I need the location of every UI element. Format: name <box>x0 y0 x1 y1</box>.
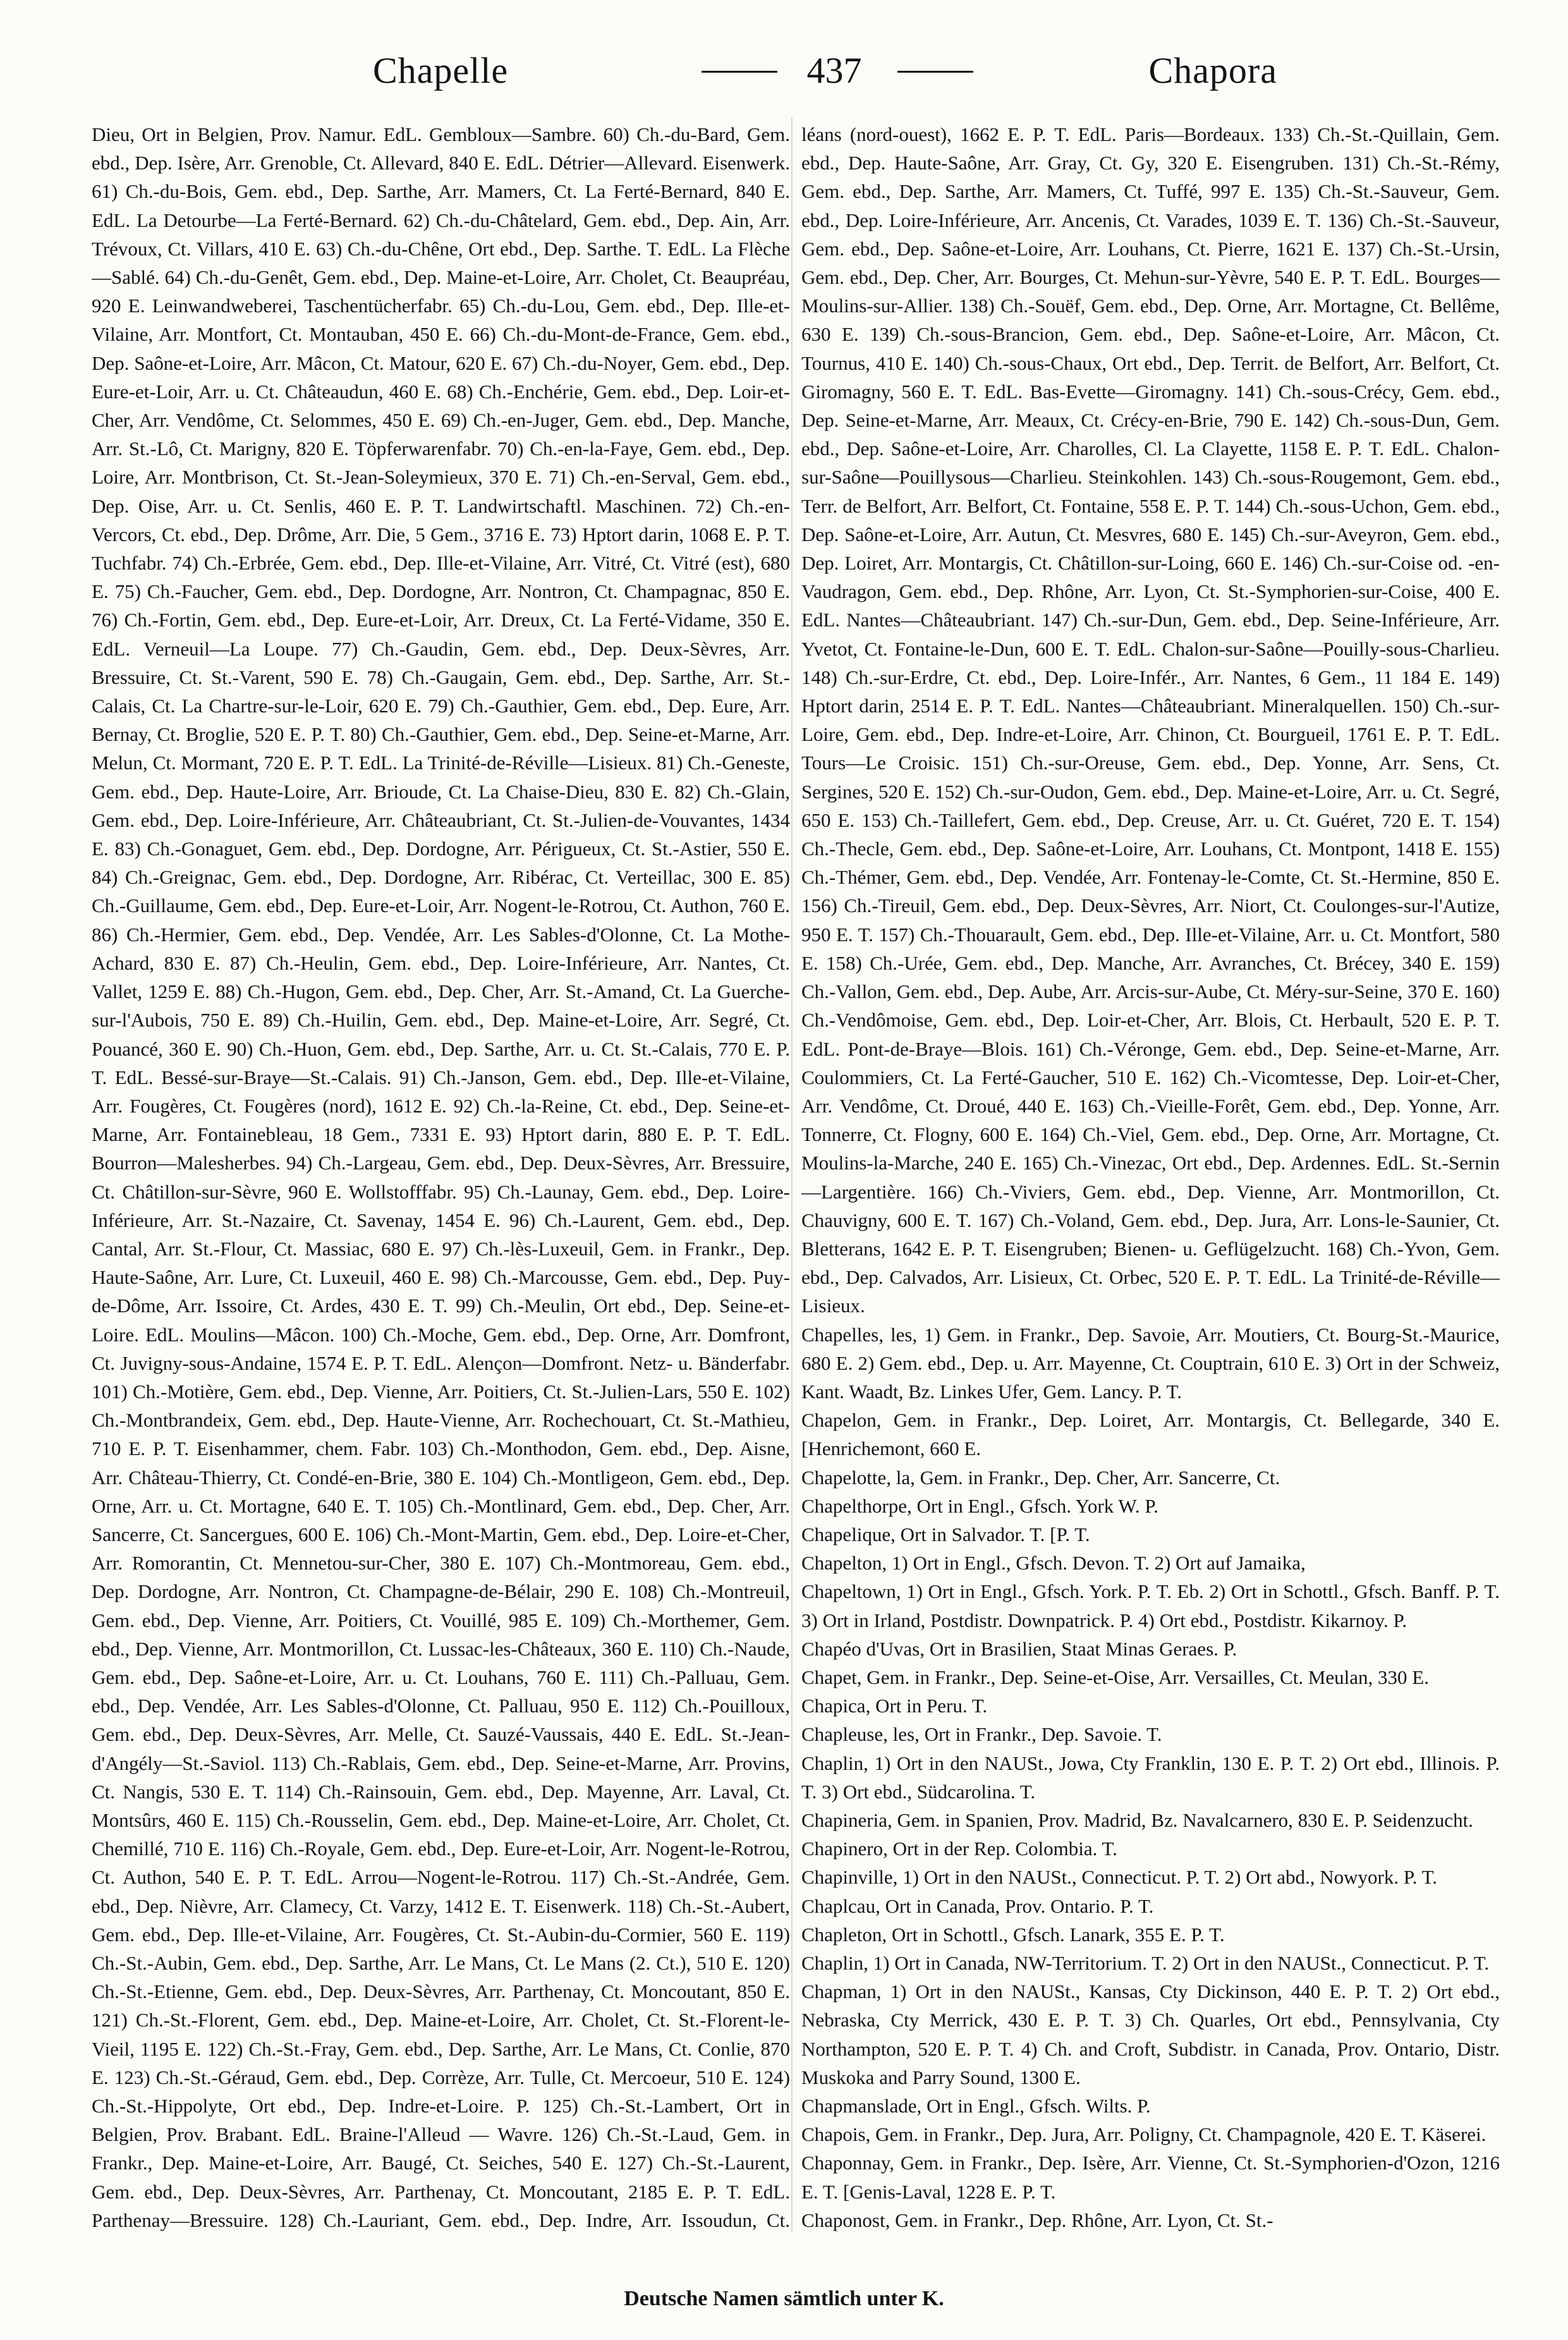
right-column <box>801 120 1500 2231</box>
entry-paragraph: léans (nord-ouest), 1662 E. P. T. EdL. Paris—Bordeaux. 133) Ch.-St.-Quillain, Gem. ebd., Dep. Haute-Saône, Arr. Gray, Ct. Gy, 320 E. Eisengruben. 131) Ch.-St.-Rémy, Gem. ebd., Dep. Sarthe, Arr. Mamers, Ct. Tuffé, 997 E. 135) Ch.-St.-Sauveur, Gem. ebd., Dep. Loire-Inférieure, Arr. Ancenis, Ct. Varades, 1039 E. T. 136) Ch.-St.-Sauveur, Gem. ebd., Dep. Saône-et-Loire, Arr. Louhans, Ct. Pierre, 1621 E. 137) Ch.-St.-Ursin, Gem. ebd., Dep. Cher, Arr. Bourges, Ct. Mehun-sur-Yèvre, 540 E. P. T. EdL. Bourges—Moulins-sur-Allier. 138) Ch.-Souëf, Gem. ebd., Dep. Orne, Arr. Mortagne, Ct. Bellême, 630 E. 139) Ch.-sous-Brancion, Gem. ebd., Dep. Saône-et-Loire, Arr. Mâcon, Ct. Tournus, 410 E. 140) Ch.-sous-Chaux, Ort ebd., Dep. Territ. de Belfort, Arr. Belfort, Ct. Giromagny, 560 E. T. EdL. Bas-Evette—Giromagny. 141) Ch.-sous-Crécy, Gem. ebd., Dep. Seine-et-Marne, Arr. Meaux, Ct. Crécy-en-Brie, 790 E. 142) Ch.-sous-Dun, Gem. ebd., Dep. Saône-et-Loire, Arr. Charolles, Cl. La Clayette, 1158 E. P. T. EdL. Chalon-sur-Saône—Pouillysous—Charlieu. Steinkohlen. 143) Ch.-sous-Rougemont, Gem. ebd., Terr. de Belfort, Arr. Belfort, Ct. Fontaine, 558 E. P. T. 144) Ch.-sous-Uchon, Gem. ebd., Dep. Saône-et-Loire, Arr. Autun, Ct. Mesvres, 680 E. 145) Ch.-sur-Aveyron, Gem. ebd., Dep. Loiret, Arr. Montargis, Ct. Châtillon-sur-Loing, 660 E. 146) Ch.-sur-Coise od. -en-Vaudragon, Gem. ebd., Dep. Rhône, Arr. Lyon, Ct. St.-Symphorien-sur-Coise, 400 E. EdL. Nantes—Châteaubriant. 147) Ch.-sur-Dun, Gem. ebd., Dep. Seine-Inférieure, Arr. Yvetot, Ct. Fontaine-le-Dun, 600 E. T. EdL. Chalon-sur-Saône—Pouilly-sous-Charlieu. 148) Ch.-sur-Erdre, Ct. ebd., Dep. Loire-Infér., Arr. Nantes, 6 Gem., 11 184 E. 149) Hptort darin, 2514 E. P. T. EdL. Nantes—Châteaubriant. Mineralquellen. 150) Ch.-sur-Loire, Gem. ebd., Dep. Indre-et-Loire, Arr. Chinon, Ct. Bourgueil, 1761 E. P. T. EdL. Tours—Le Croisic. 151) Ch.-sur-Oreuse, Gem. ebd., Dep. Yonne, Arr. Sens, Ct. Sergines, 520 E. 152) Ch.-sur-Oudon, Gem. ebd., Dep. Maine-et-Loire, Arr. u. Ct. Segré, 650 E. 153) Ch.-Taillefert, Gem. ebd., Dep. Creuse, Arr. u. Ct. Guéret, 720 E. T. 154) Ch.-Thecle, Gem. ebd., Dep. Saône-et-Loire, Arr. Louhans, Ct. Montpont, 1418 E. 155) Ch.-Thémer, Gem. ebd., Dep. Vendée, Arr. Fontenay-le-Comte, Ct. St.-Hermine, 850 E. 156) Ch.-Tireuil, Gem. ebd., Dep. Deux-Sèvres, Arr. Niort, Ct. Coulonges-sur-l'Autize, 950 E. T. 157) Ch.-Thouarault, Gem. ebd., Dep. Ille-et-Vilaine, Arr. u. Ct. Montfort, 580 E. 158) Ch.-Urée, Gem. ebd., Dep. Manche, Arr. Avranches, Ct. Brécey, 340 E. 159) Ch.-Vallon, Gem. ebd., Dep. Aube, Arr. Arcis-sur-Aube, Ct. Méry-sur-Seine, 370 E. 160) Ch.-Vendômoise, Gem. ebd., Dep. Loir-et-Cher, Arr. Blois, Ct. Herbault, 520 E. P. T. EdL. Pont-de-Braye—Blois. 161) Ch.-Véronge, Gem. ebd., Dep. Seine-et-Marne, Arr. Coulommiers, Ct. La Ferté-Gaucher, 510 E. 162) Ch.-Vicomtesse, Dep. Loir-et-Cher, Arr. Vendôme, Ct. Droué, 440 E. 163) Ch.-Vieille-Forêt, Gem. ebd., Dep. Yonne, Arr. Tonnerre, Ct. Flogny, 600 E. 164) Ch.-Viel, Gem. ebd., Dep. Orne, Arr. Mortagne, Ct. Moulins-la-Marche, 240 E. 165) Ch.-Vinezac, Ort ebd., Dep. Ardennes. EdL. St.-Sernin—Largentière. 166) Ch.-Viviers, Gem. ebd., Dep. Vienne, Arr. Montmorillon, Ct. Chauvigny, 600 E. T. 167) Ch.-Voland, Gem. ebd., Dep. Jura, Arr. Lons-le-Saunier, Ct. Bletterans, 1642 E. P. T. Eisengruben; Bienen- u. Geflügelzucht. 168) Ch.-Yvon, Gem. ebd., Dep. Calvados, Arr. Lisieux, Ct. Orbec, 520 E. P. T. EdL. La Trinité-de-Réville—Lisieux. <box>801 123 1500 1317</box>
entry-chapleton: Chapleton, Ort in Schottl., Gfsch. Lanark, 355 E. P. T. <box>801 1923 1225 1946</box>
column-divider <box>791 118 793 2232</box>
entry-chapelthorpe: Chapelthorpe, Ort in Engl., Gfsch. York W. P. <box>801 1494 1158 1517</box>
header-right-keyword: Chapora <box>1148 50 1277 91</box>
left-column <box>92 120 790 2231</box>
entry-chapleuse: Chapleuse, les, Ort in Frankr., Dep. Savoie. T. <box>801 1723 1162 1746</box>
entry-paragraph: Dieu, Ort in Belgien, Prov. Namur. EdL. Gembloux—Sambre. 60) Ch.-du-Bard, Gem. ebd., Dep. Isère, Arr. Grenoble, Ct. Allevard, 840 E. EdL. Détrier—Allevard. Eisenwerk. 61) Ch.-du-Bois, Gem. ebd., Dep. Sarthe, Arr. Mamers, Ct. La Ferté-Bernard, 840 E. EdL. La Detourbe—La Ferté-Bernard. 62) Ch.-du-Châtelard, Gem. ebd., Dep. Ain, Arr. Trévoux, Ct. Villars, 410 E. 63) Ch.-du-Chêne, Ort ebd., Dep. Sarthe. T. EdL. La Flèche—Sablé. 64) Ch.-du-Genêt, Gem. ebd., Dep. Maine-et-Loire, Arr. Cholet, Ct. Beaupréau, 920 E. Leinwandweberei, Taschentücherfabr. 65) Ch.-du-Lou, Gem. ebd., Dep. Ille-et-Vilaine, Arr. Montfort, Ct. Montauban, 450 E. 66) Ch.-du-Mont-de-France, Gem. ebd., Dep. Saône-et-Loire, Arr. Mâcon, Ct. Matour, 620 E. 67) Ch.-du-Noyer, Gem. ebd., Dep. Eure-et-Loir, Arr. u. Ct. Châteaudun, 460 E. 68) Ch.-Enchérie, Gem. ebd., Dep. Loir-et-Cher, Arr. Vendôme, Ct. Selommes, 450 E. 69) Ch.-en-Juger, Gem. ebd., Dep. Manche, Arr. St.-Lô, Ct. Marigny, 820 E. Töpferwarenfabr. 70) Ch.-en-la-Faye, Gem. ebd., Dep. Loire, Arr. Montbrison, Ct. St.-Jean-Soleymieux, 370 E. 71) Ch.-en-Serval, Gem. ebd., Dep. Oise, Arr. u. Ct. Senlis, 460 E. P. T. Landwirtschaftl. Maschinen. 72) Ch.-en-Vercors, Ct. ebd., Dep. Drôme, Arr. Die, 5 Gem., 3716 E. 73) Hptort darin, 1068 E. P. T. Tuchfabr. 74) Ch.-Erbrée, Gem. ebd., Dep. Ille-et-Vilaine, Arr. Vitré, Ct. Vitré (est), 680 E. 75) Ch.-Faucher, Gem. ebd., Dep. Dordogne, Arr. Nontron, Ct. Champagnac, 850 E. 76) Ch.-Fortin, Gem. ebd., Dep. Eure-et-Loir, Arr. Dreux, Ct. La Ferté-Vidame, 350 E. EdL. Verneuil—La Loupe. 77) Ch.-Gaudin, Gem. ebd., Dep. Deux-Sèvres, Arr. Bressuire, Ct. St.-Varent, 590 E. 78) Ch.-Gaugain, Gem. ebd., Dep. Sarthe, Arr. St.-Calais, Ct. La Chartre-sur-le-Loir, 620 E. 79) Ch.-Gauthier, Gem. ebd., Dep. Eure, Arr. Bernay, Ct. Broglie, 520 E. P. T. 80) Ch.-Gauthier, Gem. ebd., Dep. Seine-et-Marne, Arr. Melun, Ct. Mormant, 720 E. P. T. EdL. La Trinité-de-Réville—Lisieux. 81) Ch.-Geneste, Gem. ebd., Dep. Haute-Loire, Arr. Brioude, Ct. La Chaise-Dieu, 830 E. 82) Ch.-Glain, Gem. ebd., Dep. Loire-Inférieure, Arr. Châteaubriant, Ct. St.-Julien-de-Vouvantes, 1434 E. 83) Ch.-Gonaguet, Gem. ebd., Dep. Dordogne, Arr. Périgueux, Ct. St.-Astier, 550 E. 84) Ch.-Greignac, Gem. ebd., Dep. Dordogne, Arr. Ribérac, Ct. Verteillac, 300 E. 85) Ch.-Guillaume, Gem. ebd., Dep. Eure-et-Loir, Arr. Nogent-le-Rotrou, Ct. Authon, 760 E. 86) Ch.-Hermier, Gem. ebd., Dep. Vendée, Arr. Les Sables-d'Olonne, Ct. La Mothe-Achard, 830 E. 87) Ch.-Heulin, Gem. ebd., Dep. Loire-Inférieure, Arr. Nantes, Ct. Vallet, 1259 E. 88) Ch.-Hugon, Gem. ebd., Dep. Cher, Arr. St.-Amand, Ct. La Guerche-sur-l'Aubois, 750 E. 89) Ch.-Huilin, Gem. ebd., Dep. Maine-et-Loire, Arr. Segré, Ct. Pouancé, 360 E. 90) Ch.-Huon, Gem. ebd., Dep. Sarthe, Arr. u. Ct. St.-Calais, 770 E. P. T. EdL. Bessé-sur-Braye—St.-Calais. 91) Ch.-Janson, Gem. ebd., Dep. Ille-et-Vilaine, Arr. Fougères, Ct. Fougères (nord), 1612 E. 92) Ch.-la-Reine, Ct. ebd., Dep. Seine-et-Marne, Arr. Fontainebleau, 18 Gem., 7331 E. 93) Hptort darin, 880 E. P. T. EdL. Bourron—Malesherbes. 94) Ch.-Largeau, Gem. ebd., Dep. Deux-Sèvres, Arr. Bressuire, Ct. Châtillon-sur-Sèvre, 960 E. Wollstofffabr. 95) Ch.-Launay, Gem. ebd., Dep. Loire-Inférieure, Arr. St.-Nazaire, Ct. Savenay, 1454 E. 96) Ch.-Laurent, Gem. ebd., Dep. Cantal, Arr. St.-Flour, Ct. Massiac, 680 E. 97) Ch.-lès-Luxeuil, Gem. in Frankr., Dep. Haute-Saône, Arr. Lure, Ct. Luxeuil, 460 E. 98) Ch.-Marcousse, Gem. ebd., Dep. Puy-de-Dôme, Arr. Issoire, Ct. Ardes, 430 E. T. 99) Ch.-Meulin, Ort ebd., Dep. Seine-et-Loire. EdL. Moulins—Mâcon. 100) Ch.-Moche, Gem. ebd., Dep. Orne, Arr. Domfront, Ct. Juvigny-sous-Andaine, 1574 E. P. T. EdL. Alençon—Domfront. Netz- u. Bänderfabr. 101) Ch.-Motière, Gem. ebd., Dep. Vienne, Arr. Poitiers, Ct. St.-Julien-Lars, 550 E. 102) Ch.-Montbrandeix, Gem. ebd., Dep. Haute-Vienne, Arr. Rochechouart, Ct. St.-Mathieu, 710 E. P. T. Eisenhammer, chem. Fabr. 103) Ch.-Monthodon, Gem. ebd., Dep. Aisne, Arr. Château-Thierry, Ct. Condé-en-Brie, 380 E. 104) Ch.-Montligeon, Gem. ebd., Dep. Orne, Arr. u. Ct. Mortagne, 640 E. T. 105) Ch.-Montlinard, Gem. ebd., Dep. Cher, Arr. Sancerre, Ct. Sancergues, 600 E. 106) Ch.-Mont-Martin, Gem. ebd., Dep. Loire-et-Cher, Arr. Romorantin, Ct. Mennetou-sur-Cher, 380 E. 107) Ch.-Montmoreau, Gem. ebd., Dep. Dordogne, Arr. Nontron, Ct. Champagne-de-Bélair, 290 E. 108) Ch.-Montreuil, Gem. ebd., Dep. Vienne, Arr. Poitiers, Ct. Vouillé, 985 E. 109) Ch.-Morthemer, Gem. ebd., Dep. Vienne, Arr. Montmorillon, Ct. Lussac-les-Châteaux, 360 E. 110) Ch.-Naude, Gem. ebd., Dep. Saône-et-Loire, Arr. u. Ct. Louhans, 760 E. 111) Ch.-Palluau, Gem. ebd., Dep. Vendée, Arr. Les Sables-d'Olonne, Ct. Palluau, 950 E. 112) Ch.-Pouilloux, Gem. ebd., Dep. Deux-Sèvres, Arr. Melle, Ct. Sauzé-Vaussais, 440 E. EdL. St.-Jean-d'Angély—St.-Saviol. 113) Ch.-Rablais, Gem. ebd., Dep. Seine-et-Marne, Arr. Provins, Ct. Nangis, 530 E. T. 114) Ch.-Rainsouin, Gem. ebd., Dep. Mayenne, Arr. Laval, Ct. Montsûrs, 460 E. 115) Ch.-Rousselin, Gem. ebd., Dep. Maine-et-Loire, Arr. Cholet, Ct. Chemillé, 710 E. 116) Ch.-Royale, Gem. ebd., Dep. Eure-et-Loir, Arr. Nogent-le-Rotrou, Ct. Authon, 540 E. P. T. EdL. Arrou—Nogent-le-Rotrou. 117) Ch.-St.-Andrée, Gem. ebd., Dep. Nièvre, Arr. Clamecy, Ct. Varzy, 1412 E. T. Eisenwerk. 118) Ch.-St.-Aubert, Gem. ebd., Dep. Ille-et-Vilaine, Arr. Fougères, Ct. St.-Aubin-du-Cormier, 560 E. 119) Ch.-St.-Aubin, Gem. ebd., Dep. Sarthe, Arr. Le Mans, Ct. Le Mans (2. Ct.), 510 E. 120) Ch.-St.-Etienne, Gem. ebd., Dep. Deux-Sèvres, Arr. Parthenay, Ct. Moncoutant, 850 E. 121) Ch.-St.-Florent, Gem. ebd., Dep. Maine-et-Loire, Arr. Cholet, Ct. St.-Florent-le-Vieil, 1195 E. 122) Ch.-St.-Fray, Gem. ebd., Dep. Sarthe, Arr. Le Mans, Ct. Conlie, 870 E. 123) Ch.-St.-Géraud, Gem. ebd., Dep. Corrèze, Arr. Tulle, Ct. Mercoeur, 510 E. 124) Ch.-St.-Hippolyte, Ort ebd., Dep. Indre-et-Loire. P. 125) Ch.-St.-Lambert, Ort in Belgien, Prov. Brabant. EdL. Braine-l'Alleud — Wavre. 126) Ch.-St.-Laud, Gem. in Frankr., Dep. Maine-et-Loire, Arr. Baugé, Ct. Seiches, 540 E. 127) Ch.-St.-Laurent, Gem. ebd., Dep. Deux-Sèvres, Arr. Parthenay, Ct. Moncoutant, 2185 E. P. T. EdL. Parthenay—Bressuire. 128) Ch.-Lauriant, Gem. ebd., Dep. Indre, Arr. Issoudun, Ct. <box>92 123 790 2231</box>
entry-chapelon: Chapelon, Gem. in Frankr., Dep. Loiret, Arr. Montargis, Ct. Bellegarde, 340 E. [Henrichemont, 660 E. <box>801 1409 1500 1460</box>
entry-chapica: Chapica, Ort in Peru. T. <box>801 1695 988 1717</box>
entry-chapinero: Chapinero, Ort in der Rep. Colombia. T. <box>801 1837 1117 1860</box>
entry-chapeltown: Chapeltown, 1) Ort in Engl., Gfsch. York. P. T. Eb. 2) Ort in Schottl., Gfsch. Banff. P. T. 3) Ort in Irland, Postdistr. Downpatrick. P. 4) Ort ebd., Postdistr. Kikarnoy. P. <box>801 1580 1500 1631</box>
entry-chaponost: Chaponost, Gem. in Frankr., Dep. Rhône, Arr. Lyon, Ct. St.- <box>801 2209 1273 2231</box>
entry-chapelique: Chapelique, Ort in Salvador. T. [P. T. <box>801 1523 1090 1545</box>
entry-chaplin-1: Chaplin, 1) Ort in den NAUSt., Jowa, Cty Franklin, 130 E. P. T. 2) Ort ebd., Illinois. P. T. 3) Ort ebd., Südcarolina. T. <box>801 1752 1500 1803</box>
entry-chapelles: Chapelles, les, 1) Gem. in Frankr., Dep. Savoie, Arr. Moutiers, Ct. Bourg-St.-Maurice, 680 E. 2) Gem. ebd., Dep. u. Arr. Mayenne, Ct. Couptrain, 610 E. 3) Ort in der Schweiz, Kant. Waadt, Bz. Linkes Ufer, Gem. Lancy. P. T. <box>801 1323 1500 1403</box>
page-footnote: Deutsche Namen sämtlich unter K. <box>624 2287 944 2310</box>
entry-chapelton: Chapelton, 1) Ort in Engl., Gfsch. Devon. T. 2) Ort auf Jamaika, <box>801 1552 1306 1575</box>
header-dash-right <box>897 71 973 73</box>
entry-chapois: Chapois, Gem. in Frankr., Dep. Jura, Arr. Poligny, Ct. Champagnole, 420 E. T. Käserei. <box>801 2123 1486 2146</box>
entry-chapmanslade: Chapmanslade, Ort in Engl., Gfsch. Wilts. P. <box>801 2095 1151 2118</box>
entry-chapman: Chapman, 1) Ort in den NAUSt., Kansas, Cty Dickinson, 440 E. P. T. 2) Ort ebd., Nebraska, Cty Merrick, 430 E. P. T. 3) Ch. Quarles, Ort ebd., Pennsylvania, Cty Northampton, 520 E. P. T. 4) Ch. and Croft, Subdistr. in Canada, Prov. Ontario, Distr. Muskoka and Parry Sound, 1300 E. <box>801 1980 1500 2088</box>
entry-chaplcau: Chaplcau, Ort in Canada, Prov. Ontario. P. T. <box>801 1894 1154 1917</box>
entry-chapinville: Chapinville, 1) Ort in den NAUSt., Connecticut. P. T. 2) Ort abd., Nowyork. P. T. <box>801 1866 1437 1889</box>
entry-chapeo: Chapéo d'Uvas, Ort in Brasilien, Staat Minas Geraes. P. <box>801 1637 1237 1660</box>
entry-chapet: Chapet, Gem. in Frankr., Dep. Seine-et-Oise, Arr. Versailles, Ct. Meulan, 330 E. <box>801 1666 1429 1688</box>
entry-chaplin-2: Chaplin, 1) Ort in Canada, NW-Territorium. T. 2) Ort in den NAUSt., Connecticut. P. T. <box>801 1952 1490 1974</box>
header-left-keyword: Chapelle <box>373 50 509 91</box>
page-header <box>95 49 1473 100</box>
entry-chapineria: Chapineria, Gem. in Spanien, Prov. Madrid, Bz. Navalcarnero, 830 E. P. Seidenzucht. <box>801 1808 1473 1831</box>
entry-chaponnay: Chaponnay, Gem. in Frankr., Dep. Isère, Arr. Vienne, Ct. St.-Symphorien-d'Ozon, 1216 E. T. [Genis-Laval, 1228 E. P. T. <box>801 2152 1500 2203</box>
page-number: 437 <box>806 50 862 91</box>
entry-chapelotte: Chapelotte, la, Gem. in Frankr., Dep. Cher, Arr. Sancerre, Ct. <box>801 1466 1280 1489</box>
